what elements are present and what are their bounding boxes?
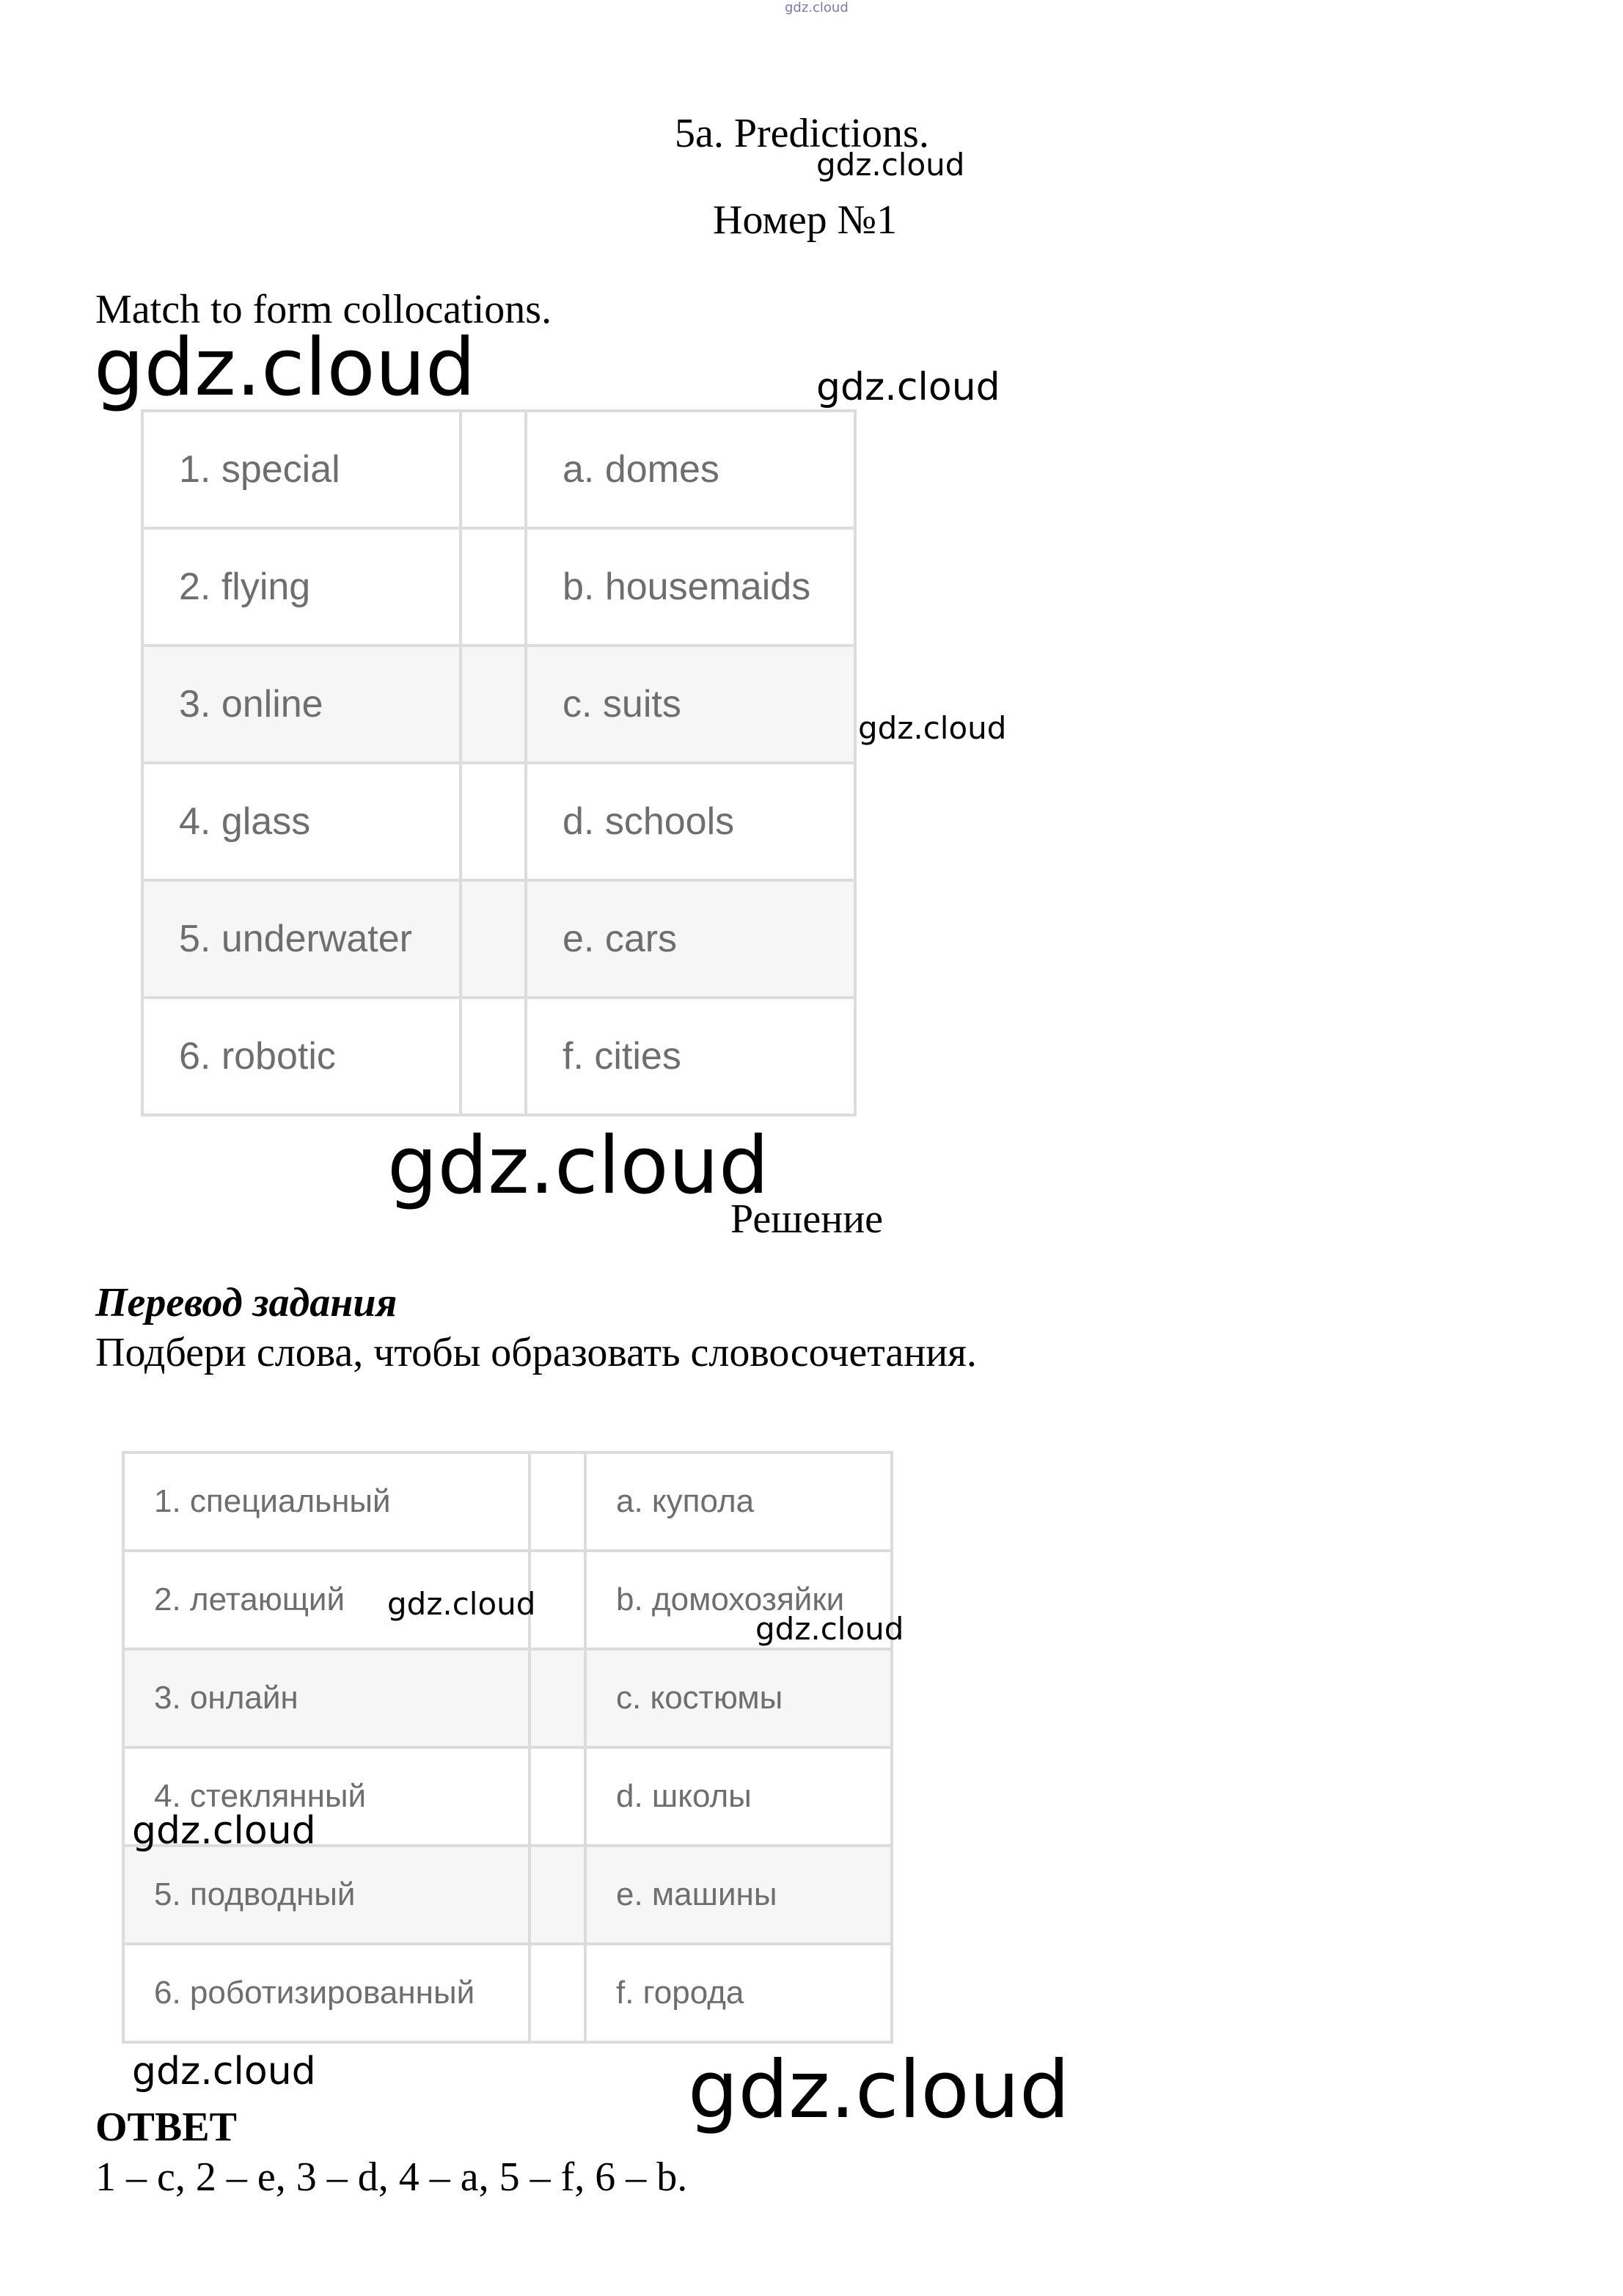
watermark-top: gdz.cloud: [785, 0, 849, 15]
task-number: Номер №1: [713, 197, 898, 243]
watermark: gdz.cloud: [132, 2050, 316, 2094]
table-cell-empty: [530, 1846, 585, 1944]
table-cell-empty: [530, 1649, 585, 1747]
answer-text: 1 – c, 2 – e, 3 – d, 4 – a, 5 – f, 6 – b.: [95, 2154, 688, 2200]
table-cell-empty: [530, 1747, 585, 1846]
page-title: 5a. Predictions.: [675, 111, 929, 156]
table-row: [123, 1846, 892, 1944]
table-cell-right: d. школы: [616, 1778, 752, 1814]
table-row: [123, 1649, 892, 1747]
table-row: [142, 411, 855, 528]
task-instruction: Match to form collocations.: [95, 287, 552, 332]
table-cell-right: f. cities: [563, 1035, 681, 1078]
table-cell-right: b. домохозяйки: [616, 1582, 845, 1617]
watermark: gdz.cloud: [387, 1586, 536, 1622]
table-cell-right: e. cars: [563, 918, 678, 960]
watermark: gdz.cloud: [755, 1611, 904, 1647]
table-cell-right: b. housemaids: [563, 566, 811, 608]
watermark: gdz.cloud: [688, 2044, 1070, 2136]
table-cell-empty: [461, 998, 526, 1115]
translation-text: Подбери слова, чтобы образовать словосочетания.: [95, 1330, 977, 1375]
table-cell-right: c. suits: [563, 683, 681, 725]
table-cell-right: f. города: [616, 1975, 744, 2011]
watermark: gdz.cloud: [858, 710, 1007, 746]
watermark: gdz.cloud: [816, 147, 965, 183]
table-cell-right: d. schools: [563, 800, 735, 843]
table-cell-right: a. купола: [616, 1483, 755, 1519]
table-row: [142, 998, 855, 1115]
solution-heading: Решение: [730, 1196, 884, 1242]
table-cell-left: 2. flying: [179, 566, 311, 608]
watermark: gdz.cloud: [132, 1809, 316, 1853]
table-cell-empty: [461, 646, 526, 763]
table-cell-left: 4. стеклянный: [154, 1778, 367, 1814]
collocation-table-ru: [122, 1451, 893, 2044]
answer-label: ОТВЕТ: [95, 2105, 237, 2150]
table-cell-left: 3. online: [179, 683, 323, 725]
table-cell-left: 2. летающий: [154, 1582, 345, 1617]
table-cell-left: 6. роботизированный: [154, 1975, 475, 2011]
table-row: [142, 880, 855, 998]
watermark: gdz.cloud: [387, 1120, 769, 1212]
table-cell-left: 4. glass: [179, 800, 311, 843]
table-cell-left: 3. онлайн: [154, 1680, 298, 1716]
table-cell-empty: [461, 763, 526, 880]
table-cell-left: 1. специальный: [154, 1483, 391, 1519]
table-cell-empty: [530, 1452, 585, 1551]
watermark: gdz.cloud: [94, 322, 476, 414]
table-row: [142, 646, 855, 763]
table-row: [123, 1452, 892, 1551]
table-cell-left: 5. подводный: [154, 1876, 356, 1912]
table-cell-right: c. костюмы: [616, 1680, 783, 1716]
table-row: [123, 1944, 892, 2042]
table-cell-left: 1. special: [179, 448, 340, 491]
table-cell-left: 5. underwater: [179, 918, 412, 960]
translation-title: Перевод задания: [95, 1280, 397, 1326]
table-cell-empty: [530, 1944, 585, 2042]
collocation-table-en: [141, 409, 857, 1116]
table-row: [142, 528, 855, 646]
watermark: gdz.cloud: [816, 365, 1000, 409]
table-cell-empty: [461, 411, 526, 528]
table-row: [142, 763, 855, 880]
table-cell-right: a. domes: [563, 448, 719, 491]
table-cell-empty: [461, 880, 526, 998]
table-cell-left: 6. robotic: [179, 1035, 336, 1078]
table-cell-empty: [530, 1551, 585, 1649]
table-cell-right: e. машины: [616, 1876, 777, 1912]
table-cell-empty: [461, 528, 526, 646]
